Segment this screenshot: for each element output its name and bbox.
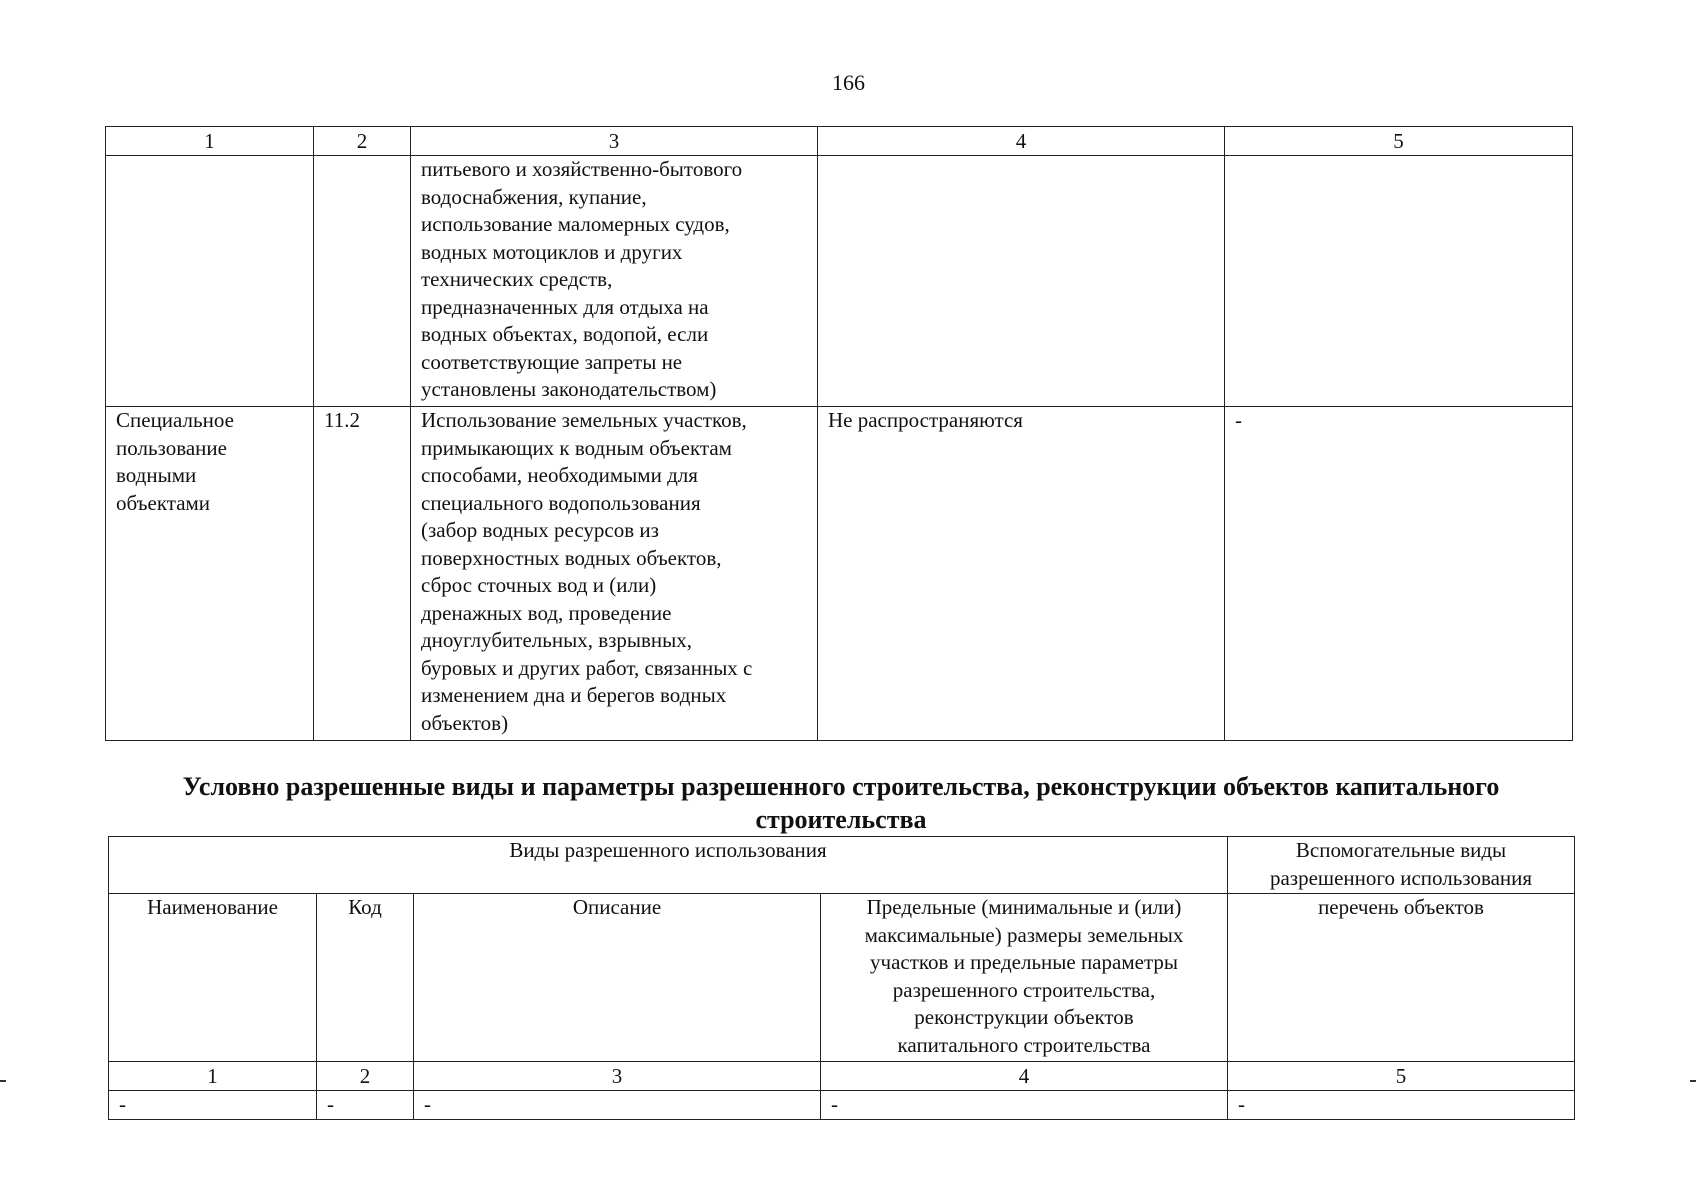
page-number: 166 <box>832 70 865 95</box>
header-description: Описание <box>414 894 821 1062</box>
col-number-2: 2 <box>314 127 411 156</box>
table-row <box>106 156 1573 407</box>
cell-parameters <box>818 156 1225 407</box>
cell-description: питьевого и хозяйственно-бытового водоснабжения, купание, использование маломерных судов, водных мотоциклов и других технических средств, предназначенных для отдыха на водных объектах, водопой, если соответствующие запреты не установлены законодательством) <box>411 156 818 407</box>
cell-parameters: Не распространяются <box>818 407 1225 741</box>
col-number-4: 4 <box>818 127 1225 156</box>
aux-header: Вспомогательные виды разрешенного использования <box>1228 837 1575 894</box>
col-number-5: 5 <box>1225 127 1573 156</box>
col-number-2: 2 <box>317 1062 414 1091</box>
group-header-row <box>109 837 1575 894</box>
header-parameters: Предельные (минимальные и (или) максимальные) размеры земельных участков и предельные параметры разрешенного строительства, реконструкции объектов капитального строительства <box>821 894 1228 1062</box>
sub-header-row <box>109 894 1575 1062</box>
column-number-row <box>106 127 1573 156</box>
cell-code: 11.2 <box>314 407 411 741</box>
right-margin-mark <box>1690 1080 1696 1082</box>
col-number-1: 1 <box>106 127 314 156</box>
cell-name: Специальное пользование водными объектами <box>106 407 314 741</box>
conditional-use-table <box>108 836 1575 1120</box>
group-header: Виды разрешенного использования <box>109 837 1228 894</box>
table-row <box>109 1091 1575 1120</box>
table-row <box>106 407 1573 741</box>
cell-code: - <box>317 1091 414 1120</box>
cell-auxiliary <box>1225 156 1573 407</box>
permitted-use-table-continued <box>105 126 1573 741</box>
header-code: Код <box>317 894 414 1062</box>
col-number-1: 1 <box>109 1062 317 1091</box>
header-auxiliary: перечень объектов <box>1228 894 1575 1062</box>
header-name: Наименование <box>109 894 317 1062</box>
col-number-4: 4 <box>821 1062 1228 1091</box>
section-heading: Условно разрешенные виды и параметры разрешенного строительства, реконструкции объектов капитального строительства <box>182 772 1500 834</box>
cell-parameters: - <box>821 1091 1228 1120</box>
left-margin-mark <box>0 1080 6 1082</box>
col-number-5: 5 <box>1228 1062 1575 1091</box>
col-number-3: 3 <box>414 1062 821 1091</box>
cell-code <box>314 156 411 407</box>
column-number-row <box>109 1062 1575 1091</box>
cell-name: - <box>109 1091 317 1120</box>
cell-description: Использование земельных участков, примыкающих к водным объектам способами, необходимыми для специального водопользования (забор водных ресурсов из поверхностных водных объектов, сброс сточных вод и (или) дренажных вод, проведение дноуглубительных, взрывных, буровых и других работ, связанных с изменением дна и берегов водных объектов) <box>411 407 818 741</box>
cell-auxiliary: - <box>1228 1091 1575 1120</box>
cell-description: - <box>414 1091 821 1120</box>
cell-auxiliary: - <box>1225 407 1573 741</box>
cell-name <box>106 156 314 407</box>
col-number-3: 3 <box>411 127 818 156</box>
